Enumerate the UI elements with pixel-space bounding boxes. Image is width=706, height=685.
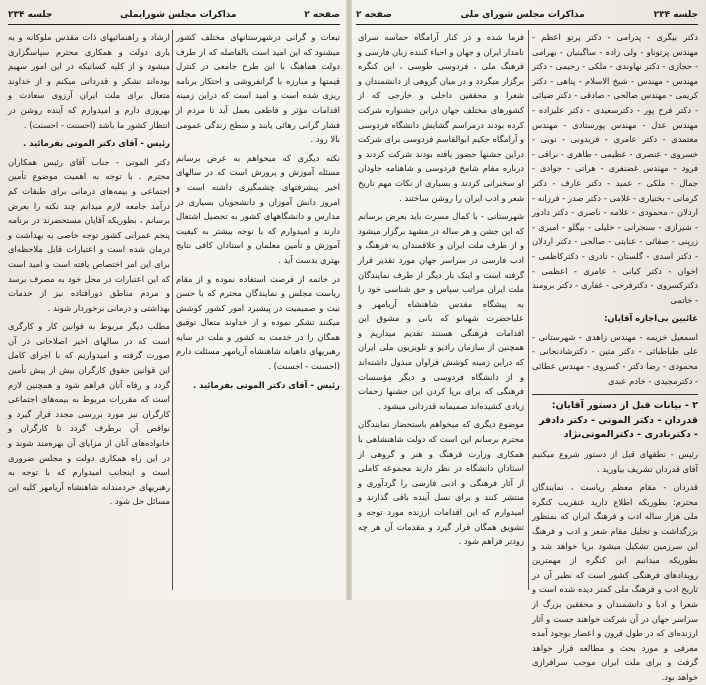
paragraph: ارشاد و راهنمائیهای ذات مقدس ملوکانه و به یاری دولت و همکاری محترم سپاسگزاری میشود و از کلیه کسانیکه در این امور سهیم بوده‌اند تشکر و قدردانی میکنم و از خداوند متعال برای ملت ایران آرزوی سعادت و بهروزی دارم و امیدوارم که آینده روشن در انتظار کشور ما باشد (احسنت - احسنت) . bbox=[8, 32, 170, 130]
text-column-left-1 bbox=[176, 30, 340, 592]
header-page-number: صفحه ۲ bbox=[356, 10, 392, 20]
paragraph: تبعات و گرانی درشهرستانهای مختلف کشور میشنود که این امید است بالفاصله که از طرف دولت هماهنگ با این طرح جامعی در کنترل قیمتها و مبارزه با گرانفروشی و احتکار برنامه ریزی شده است و امید است که دراین زمینه اقدامات مؤثر و قاطعی بعمل آید تا مردم از فشار گرانی رهائی یابند و سطح زندگی عمومی بالا رود . bbox=[176, 32, 340, 145]
paragraph: فرما شده و در کنار آرامگاه حماسه سرای نامدار ایران و جهان و احیاء کننده زبان فارسی و فرهنگ ملی ، فردوسی طوسی ، این کنگره برگزار میگردد و در میان گروهی از دانشمندان و شعرا و محققین داخلی و خارجی که از کشورهای مختلف جهان دراین جشنواره شرکت کرده بودند درمراسم گشایش دانشگاه فردوسی و آرامگاه حکیم ابوالقاسم فردوسی برای شرکت دراین جشنها حضور یافته بودند شرکت کردند و درباره مقام شامخ فردوسی و شاهنامه جاودان او سخنرانی کردند و بسیاری از نکات مهم تاریخ شعر و ادب ایران را روشن ساختند . bbox=[358, 32, 524, 203]
paragraph: دکتر الموتی - جناب آقای رئیس همکاران محترم . با توجه به اهمیت موضوع تأمین اجتماعی و بیمه‌های درمانی برای طبقات کم درآمد جامعه لازم میدانم چند نکته را بعرض برسانم ، بطوریکه آقایان مستحضرند در برنامه پنجم عمرانی کشور توجه خاصی به بهداشت و درمان شده است و اعتبارات قابل ملاحظه‌ای برای این امر اختصاص یافته است و امید است که این اعتبارات در محل خود به مصرف برسد و مردم مناطق دورافتاده نیز از خدمات بهداشتی و درمانی برخوردار شوند . bbox=[8, 156, 170, 313]
page-header-left bbox=[8, 6, 340, 25]
column-divider bbox=[172, 30, 173, 590]
paragraph: رئیس - نطقهای قبل از دستور شروع میکنیم آقای قدردان تشریف بیاورید . bbox=[532, 449, 698, 474]
header-session: جلسه ۲۳۴ bbox=[8, 10, 53, 20]
header-page-number: صفحه ۲ bbox=[304, 10, 340, 20]
speaker-line: رئیس - آقای دکتر الموتی بفرمائید . bbox=[193, 379, 340, 390]
page-header-right bbox=[356, 6, 698, 25]
paragraph: مطلب دیگر مربوط به قوانین کار و کارگری است که در سالهای اخیر اصلاحاتی در آن صورت گرفته و امیدواریم که با اجرای کامل این قوانین حقوق کارگران بیش از پیش تأمین گردد و رفاه آنان فراهم شود و همچنین لازم است که مقررات مربوط به بیمه‌های اجتماعی کارگران نیز مورد بررسی مجدد قرار گیرد و نواقص آن برطرف گردد تا کارگران و خانواده‌های آنان از مزایای آن بهره‌مند شوند و در این راه همکاری دولت و مجلس ضروری است و اینجانب امیدوارم که با توجه به رهبریهای خردمندانه شاهنشاه آریامهر کلیه این مسائل حل شود . bbox=[8, 321, 170, 507]
column-divider bbox=[528, 30, 529, 590]
header-title: مذاکرات مجلس شورای ملی bbox=[460, 10, 585, 20]
paragraph: موضوع دیگری که میخواهم باستحضار نمایندگان محترم برسانم این است که دولت شاهنشاهی با همکاری وزارت فرهنگ و هنر و گروهی از استادان دانشگاه در نظر دارند مجموعه کاملی از آثار فرهنگی و ادبی فارسی را گردآوری و منتشر کنند و برای نسل آینده باقی گذارند و امیدوارم که این اقدامات ارزنده مورد توجه و تشویق همگان قرار گیرد و مقدمات آن هر چه زودتر فراهم شود . bbox=[358, 419, 524, 547]
paragraph: در خاتمه از فرصت استفاده نموده و از مقام ریاست مجلس و نمایندگان محترم که با حسن نیت و صمیمیت در پیشبرد امور کشور کوشش میکنند تشکر نموده و از خداوند متعال توفیق همگان را در خدمت به کشور و ملت در سایه رهبریهای داهیانه شاهنشاه آریامهر مسئلت دارم (احسنت - احسنت) . bbox=[176, 273, 340, 372]
text-column-right-1 bbox=[532, 30, 698, 682]
header-session: جلسه ۲۳۴ bbox=[653, 10, 698, 20]
page-fold bbox=[346, 0, 352, 600]
paragraph: شهرستانی - با کمال مسرت باید بعرض برسانم که این جشن و هر ساله در مشهد برگزار میشود و از طرف ملت ایران و علاقمندان به فرهنگ و ادب فارسی در سراسر جهان مورد تقدیر قرار گرفته است و اینک بار دیگر از طرف نمایندگان ملت ایران مراتب سپاس و حق شناسی خود را به پیشگاه مقدس شاهنشاه آریامهر و علیاحضرت شهبانو که بانی و مشوق این اقدامات فرهنگی هستند تقدیم میداریم و همچنین از سازمان رادیو و تلویزیون ملی ایران که دراین زمینه کوشش فراوان مبذول داشته‌اند و از دانشگاه فردوسی و دیگر مؤسسات فرهنگی که برای برپا کردن این جشنها زحمات زیادی کشیده‌اند صمیمانه قدردانی میشود . bbox=[358, 211, 524, 411]
text-column-left-2 bbox=[8, 30, 170, 592]
attendance-list: دکتر بیگری - پدرامی - دکتر پرتو اعظم - مهندس پرتوناو - ولی زاده - ساگینیان - بهرامی - حجازی - دکتر نهاوندی - ملکی - رحیمی - دکتر مهندس - مهندس - شیخ الاسلام - پناهی - دکتر کریمی - مهندس صالحی - صادقی - دکتر ضیائی - دکتر فرخ پور - دکترسعیدی - دکتر علیزاده - مهندس عدل - مهندس پورستادی - مهندس معتمدی - دکتر عامری - فریدونی - نوبی - خسروی - عنصری - عظیمی - طاهری - نراقی - فرود - مهندس غضنفری - هراتی - جوادی - جمال - ملکی - عمید - دکتر عارف - دکتر کرمانی - بختیاری - غلامی - دکتر صدر - فرزانه - اردلان - محمودی - علامه - ناصری - دکتر دادور - شیرازی - سنجرانی - خلیلی - بیگلو - امیری - زرینی - صفائی - عنایتی - صالحی - دکتر اردلان - دکتر اسدی - گلستان - نادری - دکترکاظمی - اخوان - دکتر کیانی - عامری - اعظمی - دکترکسروی - دکترفرخی - غفاری - دکتر برومند - خاتمی bbox=[532, 32, 698, 305]
absent-heading: غائبین بی‌اجازه آقایان: bbox=[604, 313, 698, 324]
speaker-line: رئیس - آقای دکتر الموتی بفرمائید . bbox=[23, 138, 170, 149]
section-heading: ۲ - بیانات قبل از دستور آقایان: قدردان - دکتر الموتی - دکتر دادفر - دکترنادری - دکترالموتی‌نژاد bbox=[532, 394, 698, 443]
header-title: مذاکرات مجلس شورایملی bbox=[120, 10, 237, 20]
text-column-right-2 bbox=[358, 30, 524, 592]
absent-list: اسمعیل خزیمه - مهندس زاهدی - شهرستانی - علی طباطبائی - دکتر متین - دکترشادنجانی - محمودی - رضا دکتر - کسروی - مهندس عطائی - دکترمجیدی - خادم عبدی bbox=[532, 331, 698, 386]
paragraph: نکته دیگری که میخواهم به عرض برسانم مسئله آموزش و پرورش است که در سالهای اخیر پیشرفتهای چشمگیری داشته است و امروز دانش آموزان و دانشجویان بسیاری در مدارس و دانشگاههای کشور به تحصیل اشتغال دارند و امیدوارم که با توجه بیشتر به کیفیت آموزش و تأمین معلمان و استادان کافی نتایج بهتری بدست آید . bbox=[176, 152, 340, 265]
paragraph: قدردان - مقام معظم ریاست ، نمایندگان محترم: بطوریکه اطلاع دارید عنقریب کنگره ملی هزار ساله ادب و فرهنگ ایران که بمنظور بزرگداشت و تجلیل مقام شعر و ادب و فرهنگ این سرزمین تشکیل میشود برپا خواهد شد و بطوریکه میدانیم این کنگره از مهمترین رویدادهای فرهنگی کشور است که نظیر آن در تاریخ ادب و فرهنگ ملی کمتر دیده شده است و شعرا و ادبا و دانشمندان و محققین بزرگ از سراسر جهان در آن شرکت خواهند جست و آثار ارزنده‌ای که در طول قرون و اعصار بوجود آمده معرفی و مورد بحث و مطالعه قرار خواهد گرفت و برای ملت ایران موجب سرافرازی خواهد بود. bbox=[532, 482, 698, 682]
